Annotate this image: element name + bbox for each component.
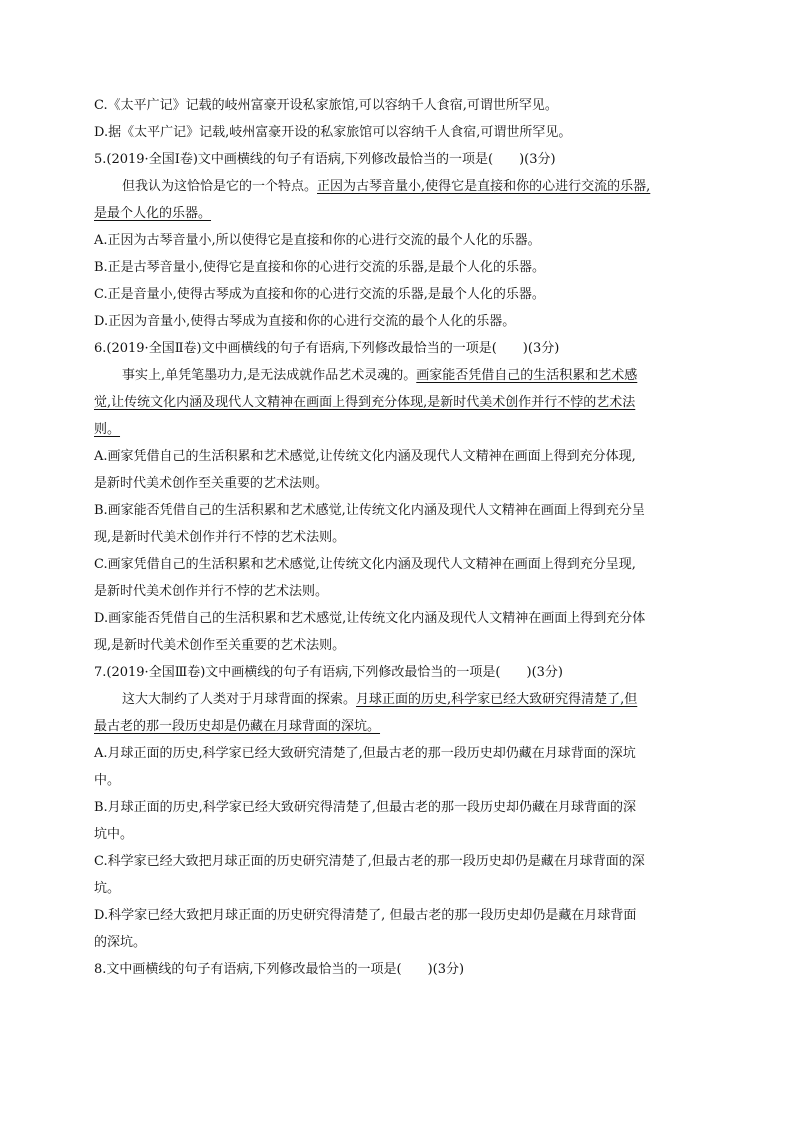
question-8-head: 8.文中画横线的句子有语病,下列修改最恰当的一项是( )(3分) [94,962,465,977]
question-5-passage [94,173,704,200]
question-6-passage-cont [94,389,704,416]
question-7-option-a: A.月球正面的历史,科学家已经大致研究清楚了,但最古老的那一段历史却仍藏在月球背面的深坑 [94,746,636,761]
underlined-sentence: 月球正面的历史,科学家已经大致研究得清楚了,但 [356,692,638,707]
question-6-option-a: A.画家凭借自己的生活积累和艺术感觉,让传统文化内涵及现代人文精神在画面上得到充分体现, [94,449,636,464]
question-5-option-a: A.正因为古琴音量小,所以使得它是直接和你的心进行交流的最个人化的乐器。 [94,233,541,248]
question-5-head: 5.(2019·全国Ⅰ卷)文中画横线的句子有语病,下列修改最恰当的一项是( )(3分) [94,152,556,167]
underlined-sentence: 正因为古琴音量小,使得它是直接和你的心进行交流的乐器, [317,179,651,194]
question-7-head: 7.(2019·全国Ⅲ卷)文中画横线的句子有语病,下列修改最恰当的一项是( )(3分) [94,665,563,680]
question-7-option-c: C.科学家已经大致把月球正面的历史研究清楚了,但最古老的那一段历史却仍是藏在月球背面的深 [94,854,645,869]
underlined-sentence: 是最个人化的乐器。 [94,206,212,221]
question-6-option-c: C.画家凭借自己的生活积累和艺术感觉,让传统文化内涵及现代人文精神在画面上得到充分呈现, [94,557,636,572]
question-6-head: 6.(2019·全国Ⅱ卷)文中画横线的句子有语病,下列修改最恰当的一项是( )(3分) [94,341,560,356]
question-6-passage-cont-2 [94,416,704,443]
question-7-option-c-cont: 坑。 [94,881,121,896]
passage-text: 事实上,单凭笔墨功力,是无法成就作品艺术灵魂的。 [122,368,417,383]
question-7-passage-cont [94,713,704,740]
question-6-option-b-cont: 现,是新时代美术创作并行不悖的艺术法则。 [94,530,346,545]
underlined-sentence: 最古老的那一段历史却是仍藏在月球背面的深坑。 [94,719,381,734]
question-7-passage [94,686,704,713]
document-page [94,92,704,983]
question-7-option-d: D.科学家已经大致把月球正面的历史研究得清楚了, 但最古老的那一段历史却仍是藏在月球背面 [94,908,637,923]
underlined-sentence: 觉,让传统文化内涵及现代人文精神在画面上得到充分体现,是新时代美术创作并行不悖的艺术法 [94,395,636,410]
prev-option-c: C.《太平广记》记载的岐州富豪开设私家旅馆,可以容纳千人食宿,可谓世所罕见。 [94,98,558,113]
question-6-option-c-cont: 是新时代美术创作并行不悖的艺术法则。 [94,584,329,599]
question-5-option-d: D.正因为音量小,使得古琴成为直接和你的心进行交流的最个人化的乐器。 [94,314,516,329]
question-6-passage [94,362,704,389]
question-6-option-a-cont: 是新时代美术创作至关重要的艺术法则。 [94,476,329,491]
passage-text: 但我认为这恰恰是它的一个特点。 [122,179,318,194]
question-7-option-a-cont: 中。 [94,773,121,788]
question-7-option-b: B.月球正面的历史,科学家已经大致研究得清楚了,但最古老的那一段历史却仍藏在月球背面的深 [94,800,636,815]
question-5-option-c: C.正是音量小,使得古琴成为直接和你的心进行交流的乐器,是最个人化的乐器。 [94,287,545,302]
question-5-passage-cont [94,200,704,227]
underlined-sentence: 则。 [94,422,121,437]
question-6-option-d: D.画家能否凭借自己的生活积累和艺术感觉,让传统文化内涵及现代人文精神在画面上得到充分体 [94,611,646,626]
question-5-option-b: B.正是古琴音量小,使得它是直接和你的心进行交流的乐器,是最个人化的乐器。 [94,260,545,275]
underlined-sentence: 画家能否凭借自己的生活积累和艺术感 [416,368,638,383]
prev-option-d: D.据《太平广记》记载,岐州富豪开设的私家旅馆可以容纳千人食宿,可谓世所罕见。 [94,125,572,140]
passage-text: 这大大制约了人类对于月球背面的探索。 [122,692,357,707]
question-7-option-b-cont: 坑中。 [94,827,134,842]
question-6-option-d-cont: 现,是新时代美术创作至关重要的艺术法则。 [94,638,346,653]
question-7-option-d-cont: 的深坑。 [94,935,147,950]
question-6-option-b: B.画家能否凭借自己的生活积累和艺术感觉,让传统文化内涵及现代人文精神在画面上得到充分呈 [94,503,645,518]
